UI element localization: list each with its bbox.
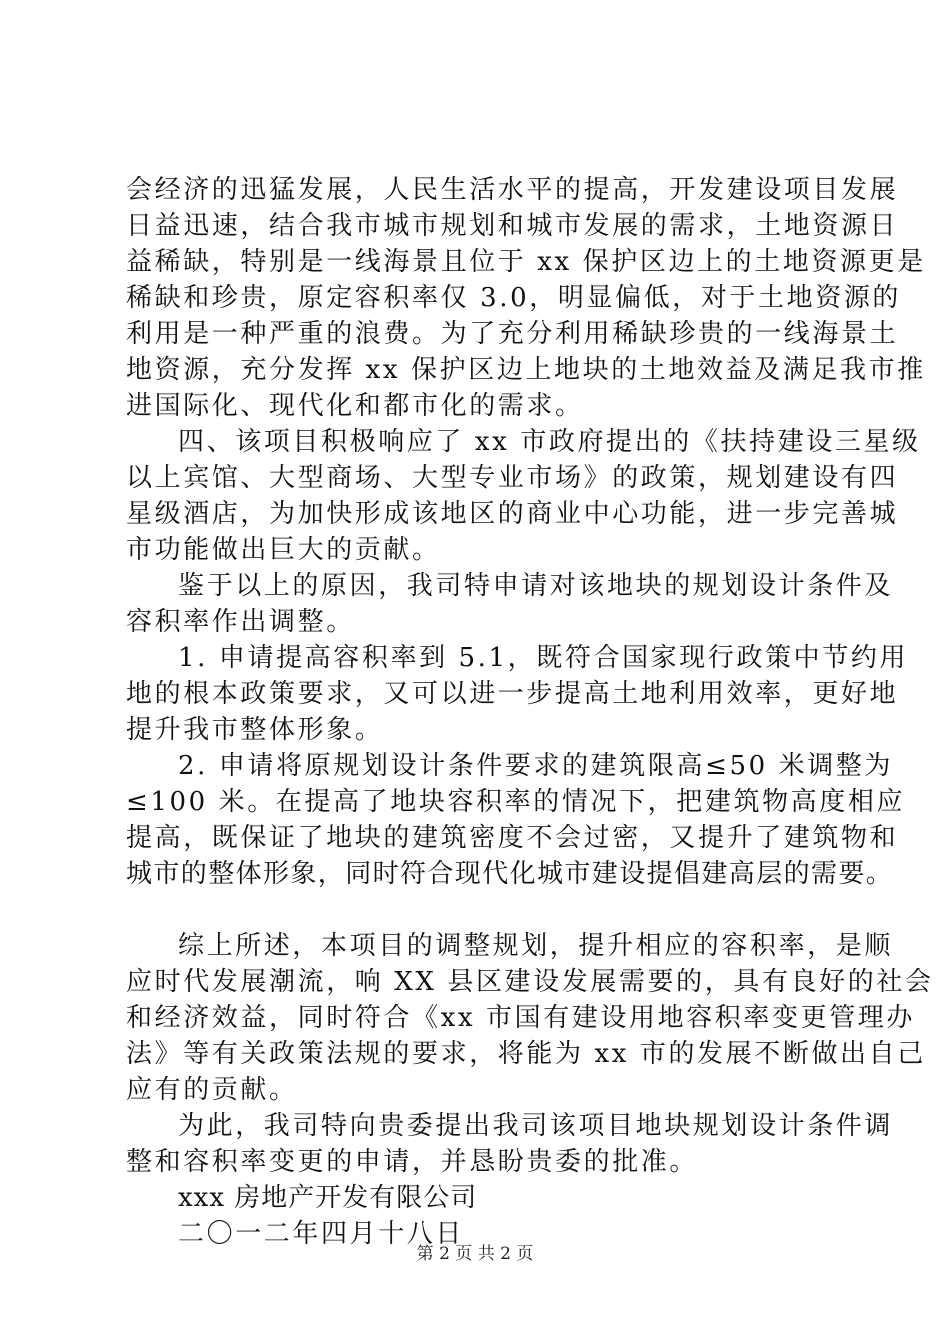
- text-line: 容积率作出调整。: [126, 607, 355, 637]
- text-line: 市功能做出巨大的贡献。: [126, 535, 441, 565]
- text-line: 提升我市整体形象。: [126, 715, 384, 745]
- text-line: 为此，我司特向贵委提出我司该项目地块规划设计条件调: [178, 1111, 894, 1141]
- text-line: 利用是一种严重的浪费。为了充分利用稀缺珍贵的一线海景土: [126, 319, 899, 349]
- text-line: ≤100 米。在提高了地块容积率的情况下，把建筑物高度相应: [126, 787, 906, 817]
- text-line: 1. 申请提高容积率到 5.1，既符合国家现行政策中节约用: [178, 643, 909, 673]
- text-line: 稀缺和珍贵，原定容积率仅 3.0，明显偏低，对于土地资源的: [126, 283, 902, 313]
- page-number: 第 2 页 共 2 页: [416, 1244, 534, 1264]
- text-line: 综上所述，本项目的调整规划，提升相应的容积率，是顺: [178, 931, 894, 961]
- text-line: 整和容积率变更的申请，并恳盼贵委的批准。: [126, 1147, 699, 1177]
- text-line: 提高，既保证了地块的建筑密度不会过密，又提升了建筑物和: [126, 823, 899, 853]
- company-signature: xxx 房地产开发有限公司: [178, 1183, 478, 1213]
- text-line: 以上宾馆、大型商场、大型专业市场》的政策，规划建设有四: [126, 463, 899, 493]
- text-line: 地的根本政策要求，又可以进一步提高土地利用效率，更好地: [126, 679, 899, 709]
- text-line: 星级酒店，为加快形成该地区的商业中心功能，进一步完善城: [126, 499, 899, 529]
- text-line: 进国际化、现代化和都市化的需求。: [126, 391, 584, 421]
- text-line: 应时代发展潮流，响 XX 县区建设发展需要的，具有良好的社会: [126, 967, 934, 997]
- text-line: 会经济的迅猛发展，人民生活水平的提高，开发建设项目发展: [126, 175, 899, 205]
- text-line: 益稀缺，特别是一线海景且位于 xx 保护区边上的土地资源更是: [126, 247, 926, 277]
- text-line: 鉴于以上的原因，我司特申请对该地块的规划设计条件及: [178, 571, 894, 601]
- text-line: 日益迅速，结合我市城市规划和城市发展的需求，土地资源日: [126, 211, 899, 241]
- text-line: 四、该项目积极响应了 xx 市政府提出的《扶持建设三星级: [178, 427, 921, 457]
- signature-date: 二〇一二年四月十八日: [178, 1219, 465, 1249]
- text-line: 和经济效益，同时符合《xx 市国有建设用地容积率变更管理办: [126, 1003, 915, 1033]
- text-line: 法》等有关政策法规的要求，将能为 xx 市的发展不断做出自己: [126, 1039, 926, 1069]
- text-line: 城市的整体形象，同时符合现代化城市建设提倡建高层的需要。: [126, 859, 894, 889]
- text-line: 地资源，充分发挥 xx 保护区边上地块的土地效益及满足我市推: [126, 355, 926, 385]
- text-line: 2. 申请将原规划设计条件要求的建筑限高≤50 米调整为: [178, 751, 894, 781]
- text-line: 应有的贡献。: [126, 1075, 298, 1105]
